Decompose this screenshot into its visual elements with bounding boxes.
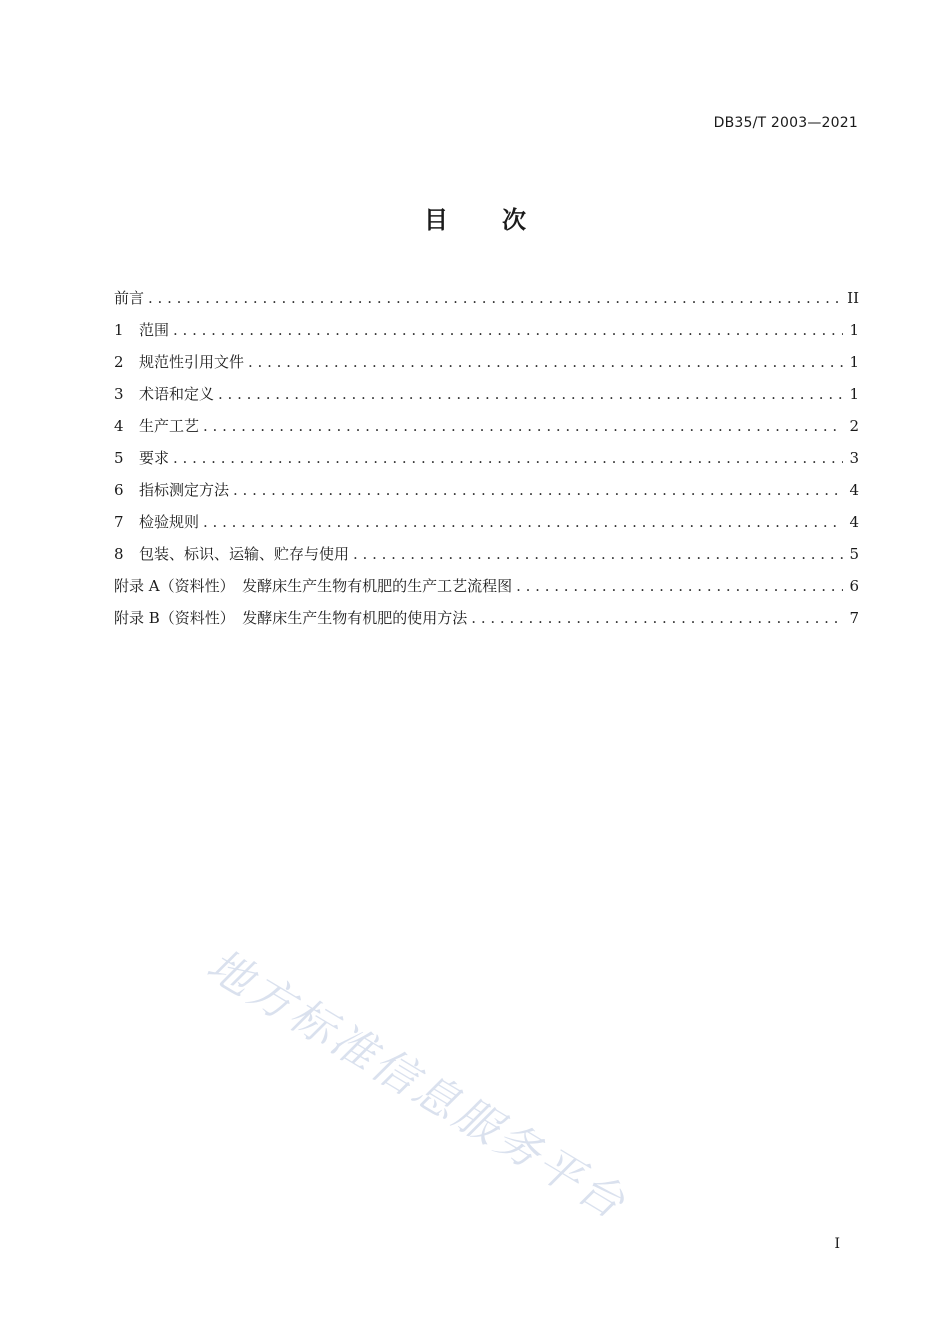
toc-entry-appendix-a[interactable] <box>114 575 859 607</box>
toc-entry-number: 8 <box>114 545 124 563</box>
toc-entry-production-process[interactable] <box>114 415 859 447</box>
title-char-1: 目 <box>424 206 448 234</box>
toc-entry-normative-references[interactable] <box>114 351 859 383</box>
toc-entry-page: 3 <box>849 449 859 467</box>
page-number: I <box>834 1236 840 1252</box>
toc-entry-page: 4 <box>849 481 859 499</box>
toc-entry-page: 6 <box>849 577 859 595</box>
toc-entry-page: II <box>847 289 859 307</box>
toc-leader-dots <box>203 513 843 531</box>
toc-leader-dots <box>173 321 843 339</box>
toc-entry-page: 1 <box>849 385 859 403</box>
toc-entry-label: 附录 A（资料性） 发酵床生产生物有机肥的生产工艺流程图 <box>114 577 513 595</box>
toc-entry-number: 6 <box>114 481 124 499</box>
toc-entry-page: 1 <box>849 353 859 371</box>
table-of-contents <box>114 287 859 639</box>
toc-entry-appendix-b[interactable] <box>114 607 859 639</box>
toc-leader-dots <box>173 449 843 467</box>
watermark: 地方标准信息服务平台 <box>198 939 636 1231</box>
toc-entry-label: 包装、标识、运输、贮存与使用 <box>139 545 350 563</box>
toc-entry-terms-definitions[interactable] <box>114 383 859 415</box>
toc-entry-number: 2 <box>114 353 124 371</box>
toc-entry-requirements[interactable] <box>114 447 859 479</box>
toc-entry-label: 术语和定义 <box>139 385 215 403</box>
toc-entry-number: 1 <box>114 321 124 339</box>
toc-entry-number: 7 <box>114 513 124 531</box>
toc-entry-label: 要求 <box>139 449 170 467</box>
toc-entry-number: 5 <box>114 449 124 467</box>
toc-leader-dots <box>233 481 843 499</box>
toc-entry-label: 检验规则 <box>139 513 200 531</box>
toc-leader-dots <box>203 417 843 435</box>
toc-entry-label: 范围 <box>139 321 170 339</box>
title-char-2: 次 <box>502 206 526 234</box>
toc-entry-label: 附录 B（资料性） 发酵床生产生物有机肥的使用方法 <box>114 609 468 627</box>
toc-entry-label: 前言 <box>114 289 145 307</box>
toc-entry-page: 5 <box>849 545 859 563</box>
toc-entry-inspection-rules[interactable] <box>114 511 859 543</box>
toc-entry-test-methods[interactable] <box>114 479 859 511</box>
toc-leader-dots <box>353 545 843 563</box>
toc-entry-number: 4 <box>114 417 124 435</box>
toc-leader-dots <box>248 353 843 371</box>
toc-entry-label: 生产工艺 <box>139 417 200 435</box>
toc-entry-page: 2 <box>849 417 859 435</box>
toc-entry-label: 规范性引用文件 <box>139 353 245 371</box>
toc-entry-label: 指标测定方法 <box>139 481 230 499</box>
toc-leader-dots <box>148 289 841 307</box>
toc-entry-page: 1 <box>849 321 859 339</box>
toc-leader-dots <box>218 385 843 403</box>
toc-entry-preface[interactable] <box>114 287 859 319</box>
toc-entry-scope[interactable] <box>114 319 859 351</box>
toc-entry-packaging-storage[interactable] <box>114 543 859 575</box>
toc-leader-dots <box>471 609 843 627</box>
toc-leader-dots <box>516 577 843 595</box>
document-code: DB35/T 2003—2021 <box>713 115 858 131</box>
page-title <box>0 200 950 235</box>
toc-entry-page: 7 <box>849 609 859 627</box>
toc-entry-number: 3 <box>114 385 124 403</box>
toc-entry-page: 4 <box>849 513 859 531</box>
